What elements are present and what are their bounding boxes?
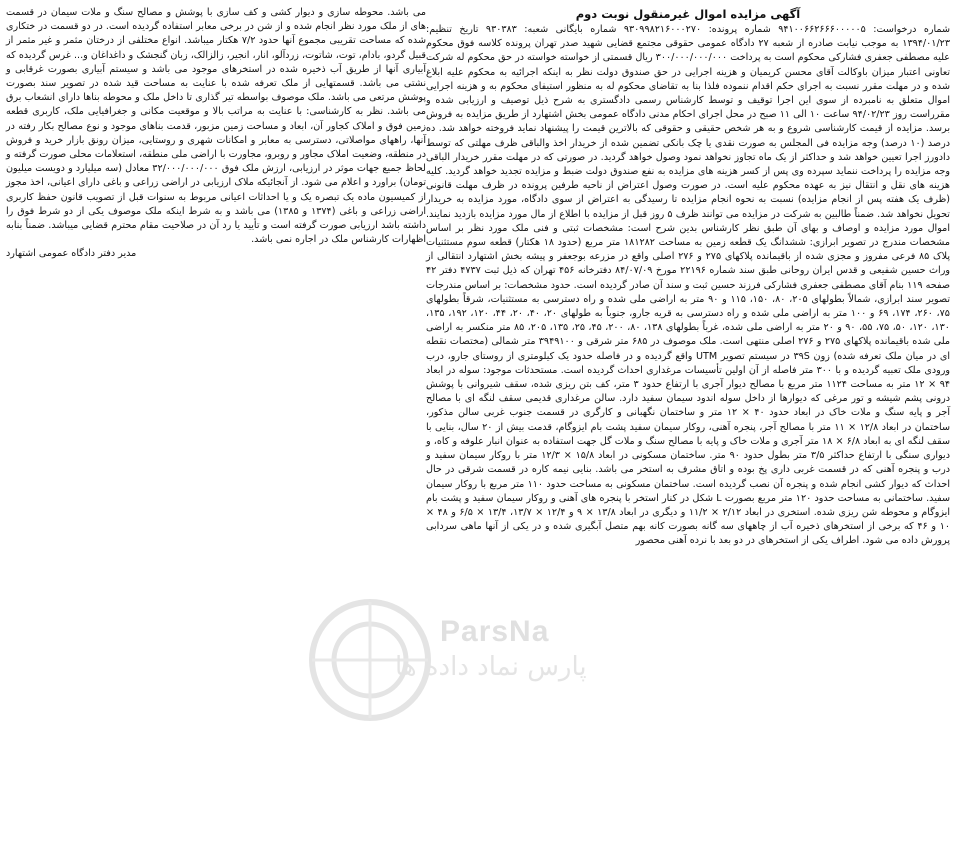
notice-body-continued: می باشد. محوطه سازی و دیوار کشی و کف سازی با پوشش و مصالح سنگ و ملات سیمان در قسمت های از ملک مورد نظر انجام شده و از شن در برخی معابر استفاده گردیده است. در دو قسمت در ختکاری شده که مساحت تقریبی مجموع آنها حدود ۷/۲ هکتار میباشد. انواع مختلفی از درختان مثمر و غیر مثمر از قبیل گردو، بادام، توت، شاتوت، زردآلو، انار، انجیر، زالزالک، زبان گنجشک و داغداغان و... غرس گردیده که آبیاری آنها از طریق آب ذخیره شده در استخرهای موجود می باشد و سیستم آبیاری بصورت غرقابی و نشتی می باشد. قسمتهایی از ملک تعرفه شده با عنایت به مساحت قید شده در تصویر سند بصورت پوشش مرتعی می باشد. ملک موصوف بواسطه تیر گذاری تا داخل ملک و محوطه بناها دارای انشعاب برق می باشد. نظر به کارشناسی: با عنایت به مراتب بالا و موقعیت مکانی و جغرافیایی ملک، کاربری قطعه زمین فوق و املاک کجاور آن، ابعاد و مساحت زمین مزبور، قدمت بناهای موجود و نوع مصالح بکار رفته در آنها، راههای مواصلاتی، دسترسی به معابر و امکانات شهری و روستایی، میزان رونق بازار خرید و فروش در منطقه، وضعیت املاک مجاور و روبرو، مجاورت با اراضی ملی منطقه، استعلامات محلی صورت گرفته و لحاظ جمیع جهات موثر در ارزیابی، ارزش ملک فوق ۳۲/۰۰۰/۰۰۰/۰۰۰ معادل (سه میلیارد و دویست میلیون تومان) براورد و اعلام می شود. از آنجائیکه ملاک ارزیابی در اراضی زراعی و باغی دارای اعیانی، اخذ مجوز از کمیسیون ماده یک تبصره یک و یا احداثات اعیانی مربوط به سنوات قبل از تصویب قانون حفظ کاربری اراضی زراعی و باغی (۱۳۷۴ و ۱۳۸۵) می باشد و به شرط اینکه ملک موصوف یکی از دو شرط فوق را داشته باشد ارزیابی صورت گرفته است و تأیید یا رد آن در صلاحیت مقام محترم قضایی میباشد. ضمناً بنابه اظهارات کارشناس ملک در اجاره نمی باشد.: [6, 7, 427, 246]
notice-column-right: [426, 6, 950, 549]
watermark-logo-icon: [300, 590, 440, 730]
notice-body: شماره درخواست: ۹۴۱۰۰۶۶۲۶۶۶۰۰۰۰۰۵ شماره پرونده: ۹۳۰۹۹۸۲۱۶۰۰۰۲۷۰ شماره بایگانی شعبه: ۹۳۰۳۸۳ تاریخ تنظیم: ۱۳۹۴/۰۱/۲۳ به موجب نیابت صادره از شعبه ۲۷ دادگاه عمومی حقوقی مجتمع قضایی شهید صدر تهران پرونده کلاسه فوق محکوم علیه مصطفی جعفری فشارکی محکوم است به پرداخت ۳۰۰/۰۰۰/۰۰۰/۰۰۰ ریال قسمتی از خواسته خواسته در حق محکوم له شرکت تعاونی اعتبار میزان باوکالت آقای محسن کریمیان و هزینه اجرایی در حق صندوق دولت نظر به اینکه اجرائیه به محکوم علیه ابلاغ شده و در مهلت مقرر نسبت به اجرای حکم اقدام ننموده فلذا بنا به تقاضای محکوم له به منظور استیفای محکوم به و هزینه اجرایی اموال متعلق به نامبرده از سوی این اجرا توقیف و توسط کارشناس رسمی دادگستری به شرح ذیل توصیف و ارزیابی شده و مقرراست روز ۹۴/۰۲/۲۳ ساعت ۱۰ الی ۱۱ صبح در محل اجرای احکام مدنی دادگاه عمومی بخش اشتهارد از طریق مزایده به فروش برسد. مزایده از قیمت کارشناسی شروع و به هر شخص حقیقی و حقوقی که بالاترین قیمت را پیشنهاد نماید فروخته خواهد شد. ده درصد (۱۰ درصد) وجه مزایده فی المجلس به صورت نقدی یا چک بانکی تضمین شده از خریدار اخذ والباقی ظرف مهلتی که توسط دادورز اجرا تعیین خواهد شد و حداکثر از یک ماه تجاوز نخواهد نمود وصول خواهد گردید. در صورتی که در مهلت مقرر خریدار الباقی وجه مزایده را پرداخت ننماید سپرده وی پس از کسر هزینه های مزایده به نفع صندوق دولت ضبط و مزایده تجدید خواهد گردید. کلیه هزینه های نقل و انتقال نیز به عهده محکوم علیه است. در صورت وصول اعتراض از ناحیه طرفین پرونده در ظرف مهلت قانونی (ظرف یک هفته پس از انجام مزایده) نسبت به نحوه انجام مزایده تا رسیدگی به اعتراض از سوی دادگاه، مورد مزایده به خریدار تحویل نخواهد شد. ضمناً طالبین به شرکت در مزایده می توانند ظرف ۵ روز قبل از مزایده با اطلاع از مال مورد مزایده بازدید نمایند. اموال مورد مزایده و اوصاف و بهای آن طبق نظر کارشناس بدین شرح است: مشخصات ثبتی و فنی ملک مورد نظر بر اساس مشخصات مندرج در تصویر ابرازی: ششدانگ یک قطعه زمین به مساحت ۱۸۱۲۸۲ متر مربع (حدود ۱۸ هکتار) قطعه سوم مستثنیات پلاک ۸۵ فرعی مفروز و مجزی شده از باقیمانده پلاکهای ۲۷۵ و ۲۷۶ اصلی واقع در مزرعه بوجعفر و پیشه بخش اشتهارد انتقالی از وراث حسین شفیعی و قدس ایران روحانی طبق سند شماره ۲۲۱۹۶ مورخ ۸۴/۰۷/۰۹ دفترخانه ۴۵۶ تهران که ذیل ثبت ۴۷۳۷ دفتر ۴۲ صفحه ۱۱۹ بنام آقای مصطفی جعفری فشارکی فرزند حسین ثبت و سند آن صادر گردیده است. حدود مشخصات: بر اساس مندرجات تصویر سند ابرازی، شمالاً بطولهای ۲۰۵، ۸۰، ۱۵۰، ۱۱۵ و ۹۰ متر به اراضی ملی شده و راه دسترسی به مستثنیات، شرقاً بطولهای ۷۵، ۲۶۰، ۱۷۴، ۶۹ و ۱۰۰ متر به اراضی ملی شده و راه دسترسی به قریه جارو، جنوباً به طولهای ۲۰، ۴۰، ۲۰، ۴۴، ۱۲۰، ۱۹۲، ۱۳۵، ۱۳۰، ۱۲۰، ۵۰، ۷۵، ۵۵، ۹۰ و ۲۰ متر به اراضی ملی شده، غرباً بطولهای ۱۳۸، ۸۰، ۲۰۰، ۴۵، ۲۵، ۱۳۵، ۲۰۵، ۸۵ متر منکسر به اراضی ملی شده باقیمانده پلاکهای ۲۷۵ و ۲۷۶ اصلی منتهی است. ملک موصوف در ۶۸۵ متر شرقی و ۳۹۴۹۱۰۰ متر شمالی (مختصات نقطه ای در میان ملک تعرفه شده) زون ۳۹S در سیستم تصویر UTM واقع گردیده و در فاصله حدود یک کیلومتری از روستای جارو، درب ورودی ملک تعبیه گردیده و با ۳۰۰ متر فاصله از آن اولین تأسیسات مرغداری احداث گردیده است. مستحدثات موجود: سوله در ابعاد ۹۴ × ۱۲ متر به مساحت ۱۱۲۴ متر مربع با مصالح دیوار آجری با ارتفاع حدود ۳ متر، کف بتن ریزی شده، سقف شیروانی با پوشش درونی پشم شیشه و تور مرغی که دیوارها از داخل سوله اندود سیمان سفید دارد. سالن مرغداری قدیمی سقف لنگه ای با مصالح آجر و پایه سنگ و ملات خاک در ابعاد حدود ۴۰ × ۱۲ متر و ساختمان نگهبانی و کارگری در قسمت جنوب غربی سالن مذکور، ساختمان در ابعاد ۱۲/۸ × ۱۱ متر با مصالح آجر، پنجره آهنی، روکار سیمان سفید پشت بام ایزوگام، قدمت بیش از ۲۰ سال، بنایی با سقف لنگه ای به ابعاد ۶/۸ × ۱۸ متر آجری و ملات خاک و پایه با مصالح سنگ و ملات گل جهت استفاده به عنوان انبار علوفه و کاه، و دیواری سنگی با ارتفاع حداکثر ۳/۵ متر بطول حدود ۹۰ متر. ساختمان مسکونی در ابعاد ۱۵/۸ × ۱۲/۳ متر با روکار سیمان سفید و درب و پنجره آهنی که در قسمت غربی داری پخ بوده و اتاق مشرف به استخر می باشد. بنایی نیمه کاره در قسمت شرقی در حال احداث که دیوار کشی انجام شده و پنجره آن نصب گردیده است. ساختمان مسکونی به مساحت حدود ۱۱۰ متر مربع با روکار سیمان سفید. ساختمانی به مساحت حدود ۱۲۰ متر مربع بصورت L شکل در کنار استخر با پنجره های آهنی و روکار سیمان سفید و پشت بام ایزوگام و محوطه شن ریزی شده. استخری در ابعاد ۲/۱۲ × ۱۱/۲ و دیگری در ابعاد ۱۳/۸ × ۹ و ۱۲/۴ × ۱۳/۷، ۱۳/۴ × ۶/۵ و ۴۸ × ۱۰ و ۴۶ که برخی از استخرهای ذخیره آب از چاههای سه گانه بصورت کانه بهم متصل آبگیری شده و در یکی از آنها ماهی سردابی پرورش داده می شود. اطراف یکی از استخرهای در دو بعد با نرده آهنی محصور: [426, 24, 951, 547]
watermark-brand: ParsNa: [440, 615, 550, 648]
parsnamad-watermark: [300, 590, 630, 810]
notice-column-left: [6, 6, 426, 262]
watermark-subtitle: پارس نماد داده ها: [395, 652, 587, 682]
signature-line: مدیر دفتر دادگاه عمومی اشتهارد: [6, 248, 137, 260]
notice-title: آگهی مزایده اموال غیرمنقول نوبت دوم: [575, 7, 801, 21]
